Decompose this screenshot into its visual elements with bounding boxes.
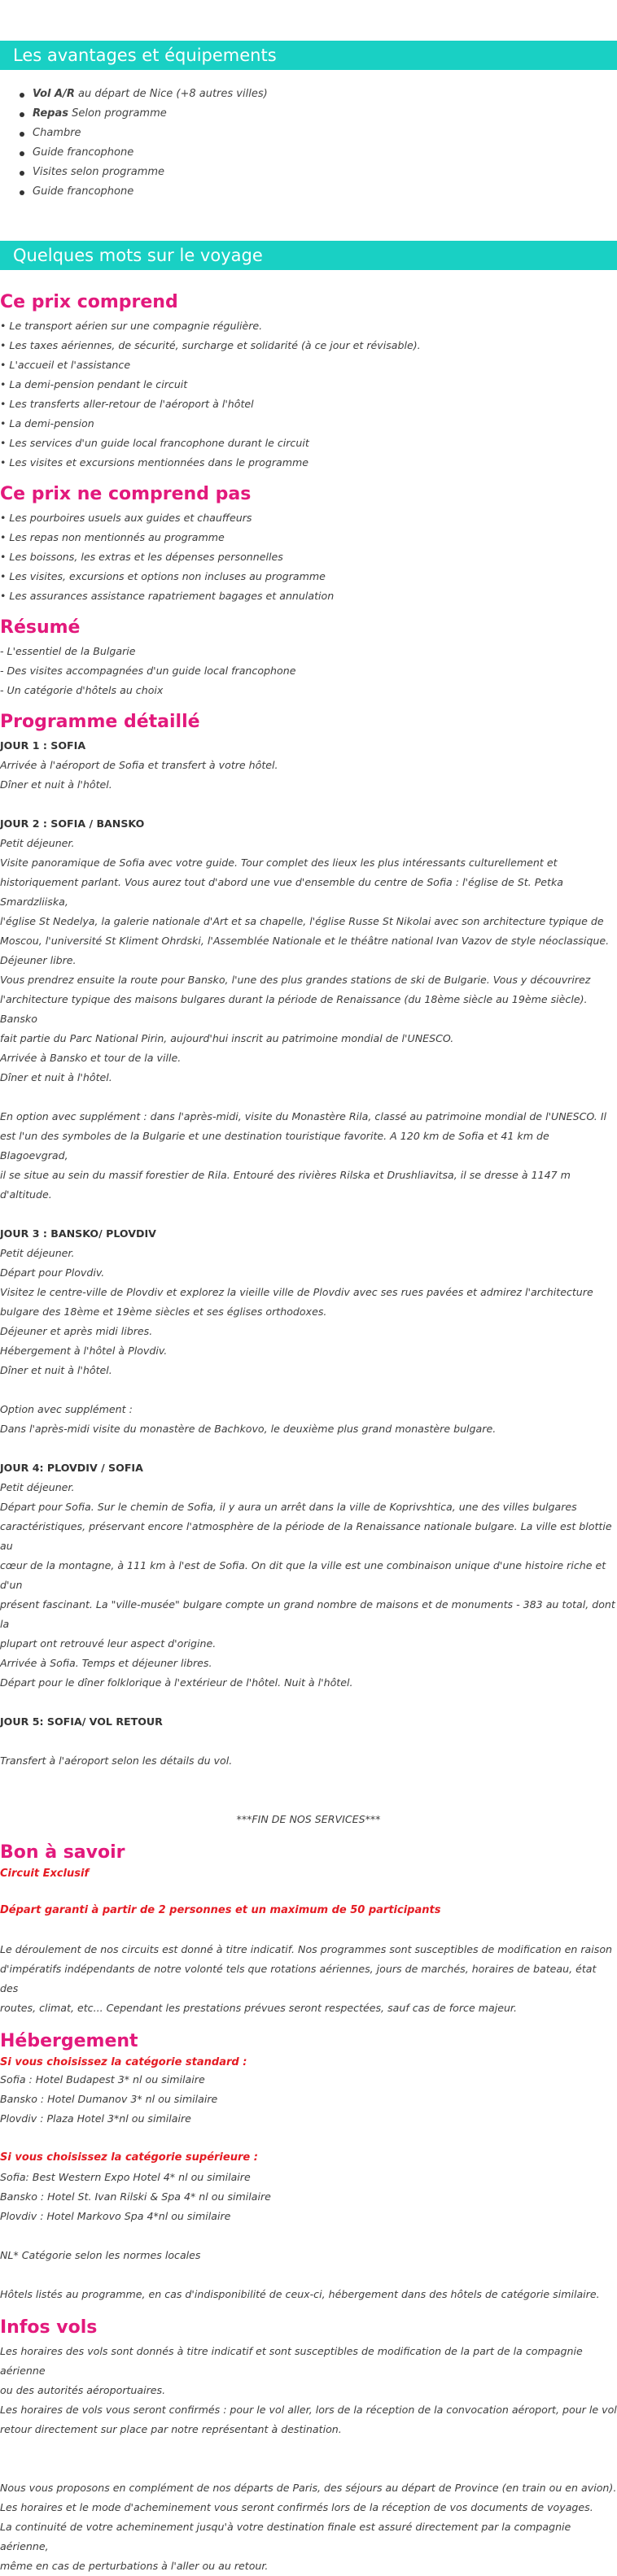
list-item: • Les repas non mentionnés au programme — [0, 531, 225, 543]
day-4-line: Départ pour Sofia. Sur le chemin de Sofia, il y aura un arrêt dans la ville de Koprivshtica, une des villes bulgares — [0, 1501, 577, 1513]
trip-details — [0, 289, 617, 2576]
day-2-line: Vous prendrez ensuite la route pour Bansko, l'une des plus grandes stations de ski de Bulgarie. Vous y découvrirez — [0, 974, 591, 986]
day-3-line: Hébergement à l'hôtel à Plovdiv. — [0, 1345, 168, 1357]
flights-extra-line: Les horaires et le mode d'acheminement vous seront confirmés lors de la réception de vos documents de voyages. — [0, 2501, 593, 2513]
day-3-line: Déjeuner et après midi libres. — [0, 1325, 153, 1337]
day-1-line: Arrivée à l'aéroport de Sofia et transfert à votre hôtel. — [0, 759, 278, 771]
list-item: Repas Selon programme — [18, 104, 268, 124]
flights-line: Les horaires des vols sont donnés à titre indicatif et sont susceptibles de modification de la part de la compagnie aérienne — [0, 2345, 583, 2377]
day-4-line: cœur de la montagne, à 111 km à l'est de Sofia. On dit que la ville est une combinaison unique d'une histoire riche et d'un — [0, 1559, 606, 1591]
day-5-line: Transfert à l'aéroport selon les détails du vol. — [0, 1754, 233, 1767]
day-2-option: est l'un des symboles de la Bulgarie et une destination touristique favorite. A 120 km de Sofia et 41 km de Blagoevgrad, — [0, 1130, 549, 1162]
includes-list — [0, 316, 617, 473]
list-item: • Les taxes aériennes, de sécurité, surcharge et solidarité (à ce jour et révisable). — [0, 339, 421, 351]
guaranteed-departure-label: Départ garanti à partir de 2 personnes et un maximum de 50 participants — [0, 1904, 441, 1916]
list-item: Visites selon programme — [18, 163, 268, 182]
day-2-line: Petit déjeuner. — [0, 837, 75, 849]
flights-line: retour directement sur place par notre représentant à destination. — [0, 2423, 342, 2435]
day-5-heading: JOUR 5: SOFIA/ VOL RETOUR — [0, 1715, 163, 1728]
excludes-list — [0, 508, 617, 606]
hotel-line: Plovdiv : Plaza Hotel 3*nl ou similaire — [0, 2112, 191, 2125]
exclusive-circuit-label: Circuit Exclusif — [0, 1868, 90, 1880]
list-item: • La demi-pension — [0, 417, 94, 429]
flights-extra-line: même en cas de perturbations à l'aller ou au retour. — [0, 2560, 269, 2572]
hotel-line: Sofia : Hotel Budapest 3* nl ou similaire — [0, 2073, 205, 2086]
disclaimer-line: routes, climat, etc... Cependant les prestations prévues seront respectées, sauf cas de force majeur. — [0, 2002, 517, 2014]
disclaimer-line: d'impératifs indépendants de notre volonté tels que rotations aériennes, jours de marchés, horaires de bateau, état des — [0, 1963, 597, 1994]
day-4-line: caractéristiques, préservant encore l'atmosphère de la période de la Renaissance nationale bulgare. La ville est blottie au — [0, 1520, 612, 1552]
list-item: Guide francophone — [18, 182, 268, 202]
day-3-option: Dans l'après-midi visite du monastère de Bachkovo, le deuxième plus grand monastère bulgare. — [0, 1423, 497, 1435]
hotel-line: Plovdiv : Hotel Markovo Spa 4*nl ou similaire — [0, 2210, 231, 2222]
day-2-line: Déjeuner libre. — [0, 954, 77, 966]
day-2-line: l'église St Nedelya, la galerie nationale d'Art et sa chapelle, l'église Russe St Nikolai avec son architecture typique de — [0, 915, 604, 927]
flights-line: ou des autorités aéroportuaires. — [0, 2384, 166, 2396]
norms-note: NL* Catégorie selon les normes locales — [0, 2249, 201, 2261]
day-2-option: il se situe au sein du massif forestier de Rila. Entouré des rivières Rilska et Drushliavitsa, il se dresse à 1147 m d'altitude. — [0, 1169, 571, 1201]
day-1-line: Dîner et nuit à l'hôtel. — [0, 778, 112, 791]
flights-extra-line: Nous vous proposons en complément de nos départs de Paris, des séjours au départ de Province (en train ou en avion). — [0, 2482, 617, 2494]
list-item: - Un catégorie d'hôtels au choix — [0, 684, 164, 696]
list-item: Guide francophone — [18, 143, 268, 163]
day-2-line: Dîner et nuit à l'hôtel. — [0, 1071, 112, 1083]
intro-header: Quelques mots sur le voyage — [0, 241, 617, 270]
superior-category-label: Si vous choisissez la catégorie supérieure : — [0, 2151, 258, 2164]
day-2-line: Visite panoramique de Sofia avec votre guide. Tour complet des lieux les plus intéressants culturellement et — [0, 856, 558, 869]
good-to-know-title: Bon à savoir — [0, 1842, 125, 1863]
standard-category-label: Si vous choisissez la catégorie standard : — [0, 2056, 247, 2068]
list-item: • Les transferts aller-retour de l'aéroport à l'hôtel — [0, 398, 254, 410]
day-4-line: Arrivée à Sofia. Temps et déjeuner libres. — [0, 1657, 212, 1669]
day-2-heading: JOUR 2 : SOFIA / BANSKO — [0, 817, 145, 830]
day-3-line: Départ pour Plovdiv. — [0, 1266, 105, 1279]
flights-title: Infos vols — [0, 2317, 98, 2338]
day-2-line: Arrivée à Bansko et tour de la ville. — [0, 1052, 182, 1064]
day-2-line: fait partie du Parc National Pirin, aujourd'hui inscrit au patrimoine mondial de l'UNESCO. — [0, 1032, 454, 1044]
day-4-heading: JOUR 4: PLOVDIV / SOFIA — [0, 1462, 143, 1474]
day-2-line: historiquement parlant. Vous aurez tout d'abord une vue d'ensemble du centre de Sofia : l'église de St. Petka Smardzliiska, — [0, 876, 563, 908]
list-item: • Les pourboires usuels aux guides et chauffeurs — [0, 512, 252, 524]
advantages-header: Les avantages et équipements — [0, 41, 617, 70]
day-3-line: Visitez le centre-ville de Plovdiv et explorez la vieille ville de Plovdiv avec ses rues pavées et admirez l'architecture — [0, 1286, 593, 1298]
day-3-line: Dîner et nuit à l'hôtel. — [0, 1364, 112, 1376]
list-item: - Des visites accompagnées d'un guide local francophone — [0, 665, 296, 677]
lodging-note: Hôtels listés au programme, en cas d'indisponibilité de ceux-ci, hébergement dans des hôtels de catégorie similaire. — [0, 2288, 600, 2300]
day-2-line: Moscou, l'université St Kliment Ohrdski, l'Assemblée Nationale et le théâtre national Ivan Vazov de style néoclassique. — [0, 935, 610, 947]
list-item: • Les services d'un guide local francophone durant le circuit — [0, 437, 309, 449]
list-item: Chambre — [18, 124, 268, 143]
day-4-line: Petit déjeuner. — [0, 1481, 75, 1493]
summary-list — [0, 642, 617, 700]
day-2-option: En option avec supplément : dans l'après-midi, visite du Monastère Rila, classé au patrimoine mondial de l'UNESCO. Il — [0, 1110, 607, 1122]
flights-line: Les horaires de vols vous seront confirmés : pour le vol aller, lors de la réception de la convocation aéroport, pour le vol — [0, 2404, 617, 2416]
day-2-line: l'architecture typique des maisons bulgares durant la période de Renaissance (du 18ème siècle au 19ème siècle). Bansko — [0, 993, 588, 1025]
day-3-option: Option avec supplément : — [0, 1403, 133, 1415]
disclaimer-line: Le déroulement de nos circuits est donné à titre indicatif. Nos programmes sont susceptibles de modification en raison — [0, 1943, 613, 1955]
list-item: - L'essentiel de la Bulgarie — [0, 645, 136, 657]
day-3-heading: JOUR 3 : BANSKO/ PLOVDIV — [0, 1227, 156, 1240]
flights-extra-line: La continuité de votre acheminement jusqu'à votre destination finale est assuré directement par la compagnie aérienne, — [0, 2521, 571, 2552]
day-4-line: plupart ont retrouvé leur aspect d'origine. — [0, 1637, 217, 1650]
list-item: • La demi-pension pendant le circuit — [0, 378, 188, 390]
list-item: • Les visites et excursions mentionnées dans le programme — [0, 456, 309, 469]
day-1-heading: JOUR 1 : SOFIA — [0, 739, 86, 752]
hotel-line: Bansko : Hotel St. Ivan Rilski & Spa 4* nl ou similaire — [0, 2190, 271, 2203]
list-item: • Les assurances assistance rapatriement bagages et annulation — [0, 590, 335, 602]
excludes-title: Ce prix ne comprend pas — [0, 484, 252, 504]
list-item: • L'accueil et l'assistance — [0, 359, 131, 371]
includes-title: Ce prix comprend — [0, 292, 178, 312]
program-title: Programme détaillé — [0, 712, 200, 732]
hotel-line: Bansko : Hotel Dumanov 3* nl ou similaire — [0, 2093, 218, 2105]
day-4-line: Départ pour le dîner folklorique à l'extérieur de l'hôtel. Nuit à l'hôtel. — [0, 1676, 353, 1689]
day-3-line: Petit déjeuner. — [0, 1247, 75, 1259]
day-3-line: bulgare des 18ème et 19ème siècles et ses églises orthodoxes. — [0, 1305, 327, 1318]
list-item: • Les boissons, les extras et les dépenses personnelles — [0, 551, 283, 563]
advantages-list — [18, 85, 268, 202]
day-4-line: présent fascinant. La "ville-musée" bulgare compte un grand nombre de maisons et de monuments - 383 au total, dont la — [0, 1598, 615, 1630]
end-of-services: ***FIN DE NOS SERVICES*** — [236, 1813, 381, 1825]
list-item: Vol A/R au départ de Nice (+8 autres villes) — [18, 85, 268, 104]
lodging-title: Hébergement — [0, 2031, 138, 2051]
list-item: • Les visites, excursions et options non incluses au programme — [0, 570, 326, 582]
list-item: • Le transport aérien sur une compagnie régulière. — [0, 320, 263, 332]
summary-title: Résumé — [0, 617, 81, 638]
hotel-line: Sofia: Best Western Expo Hotel 4* nl ou similaire — [0, 2171, 251, 2183]
